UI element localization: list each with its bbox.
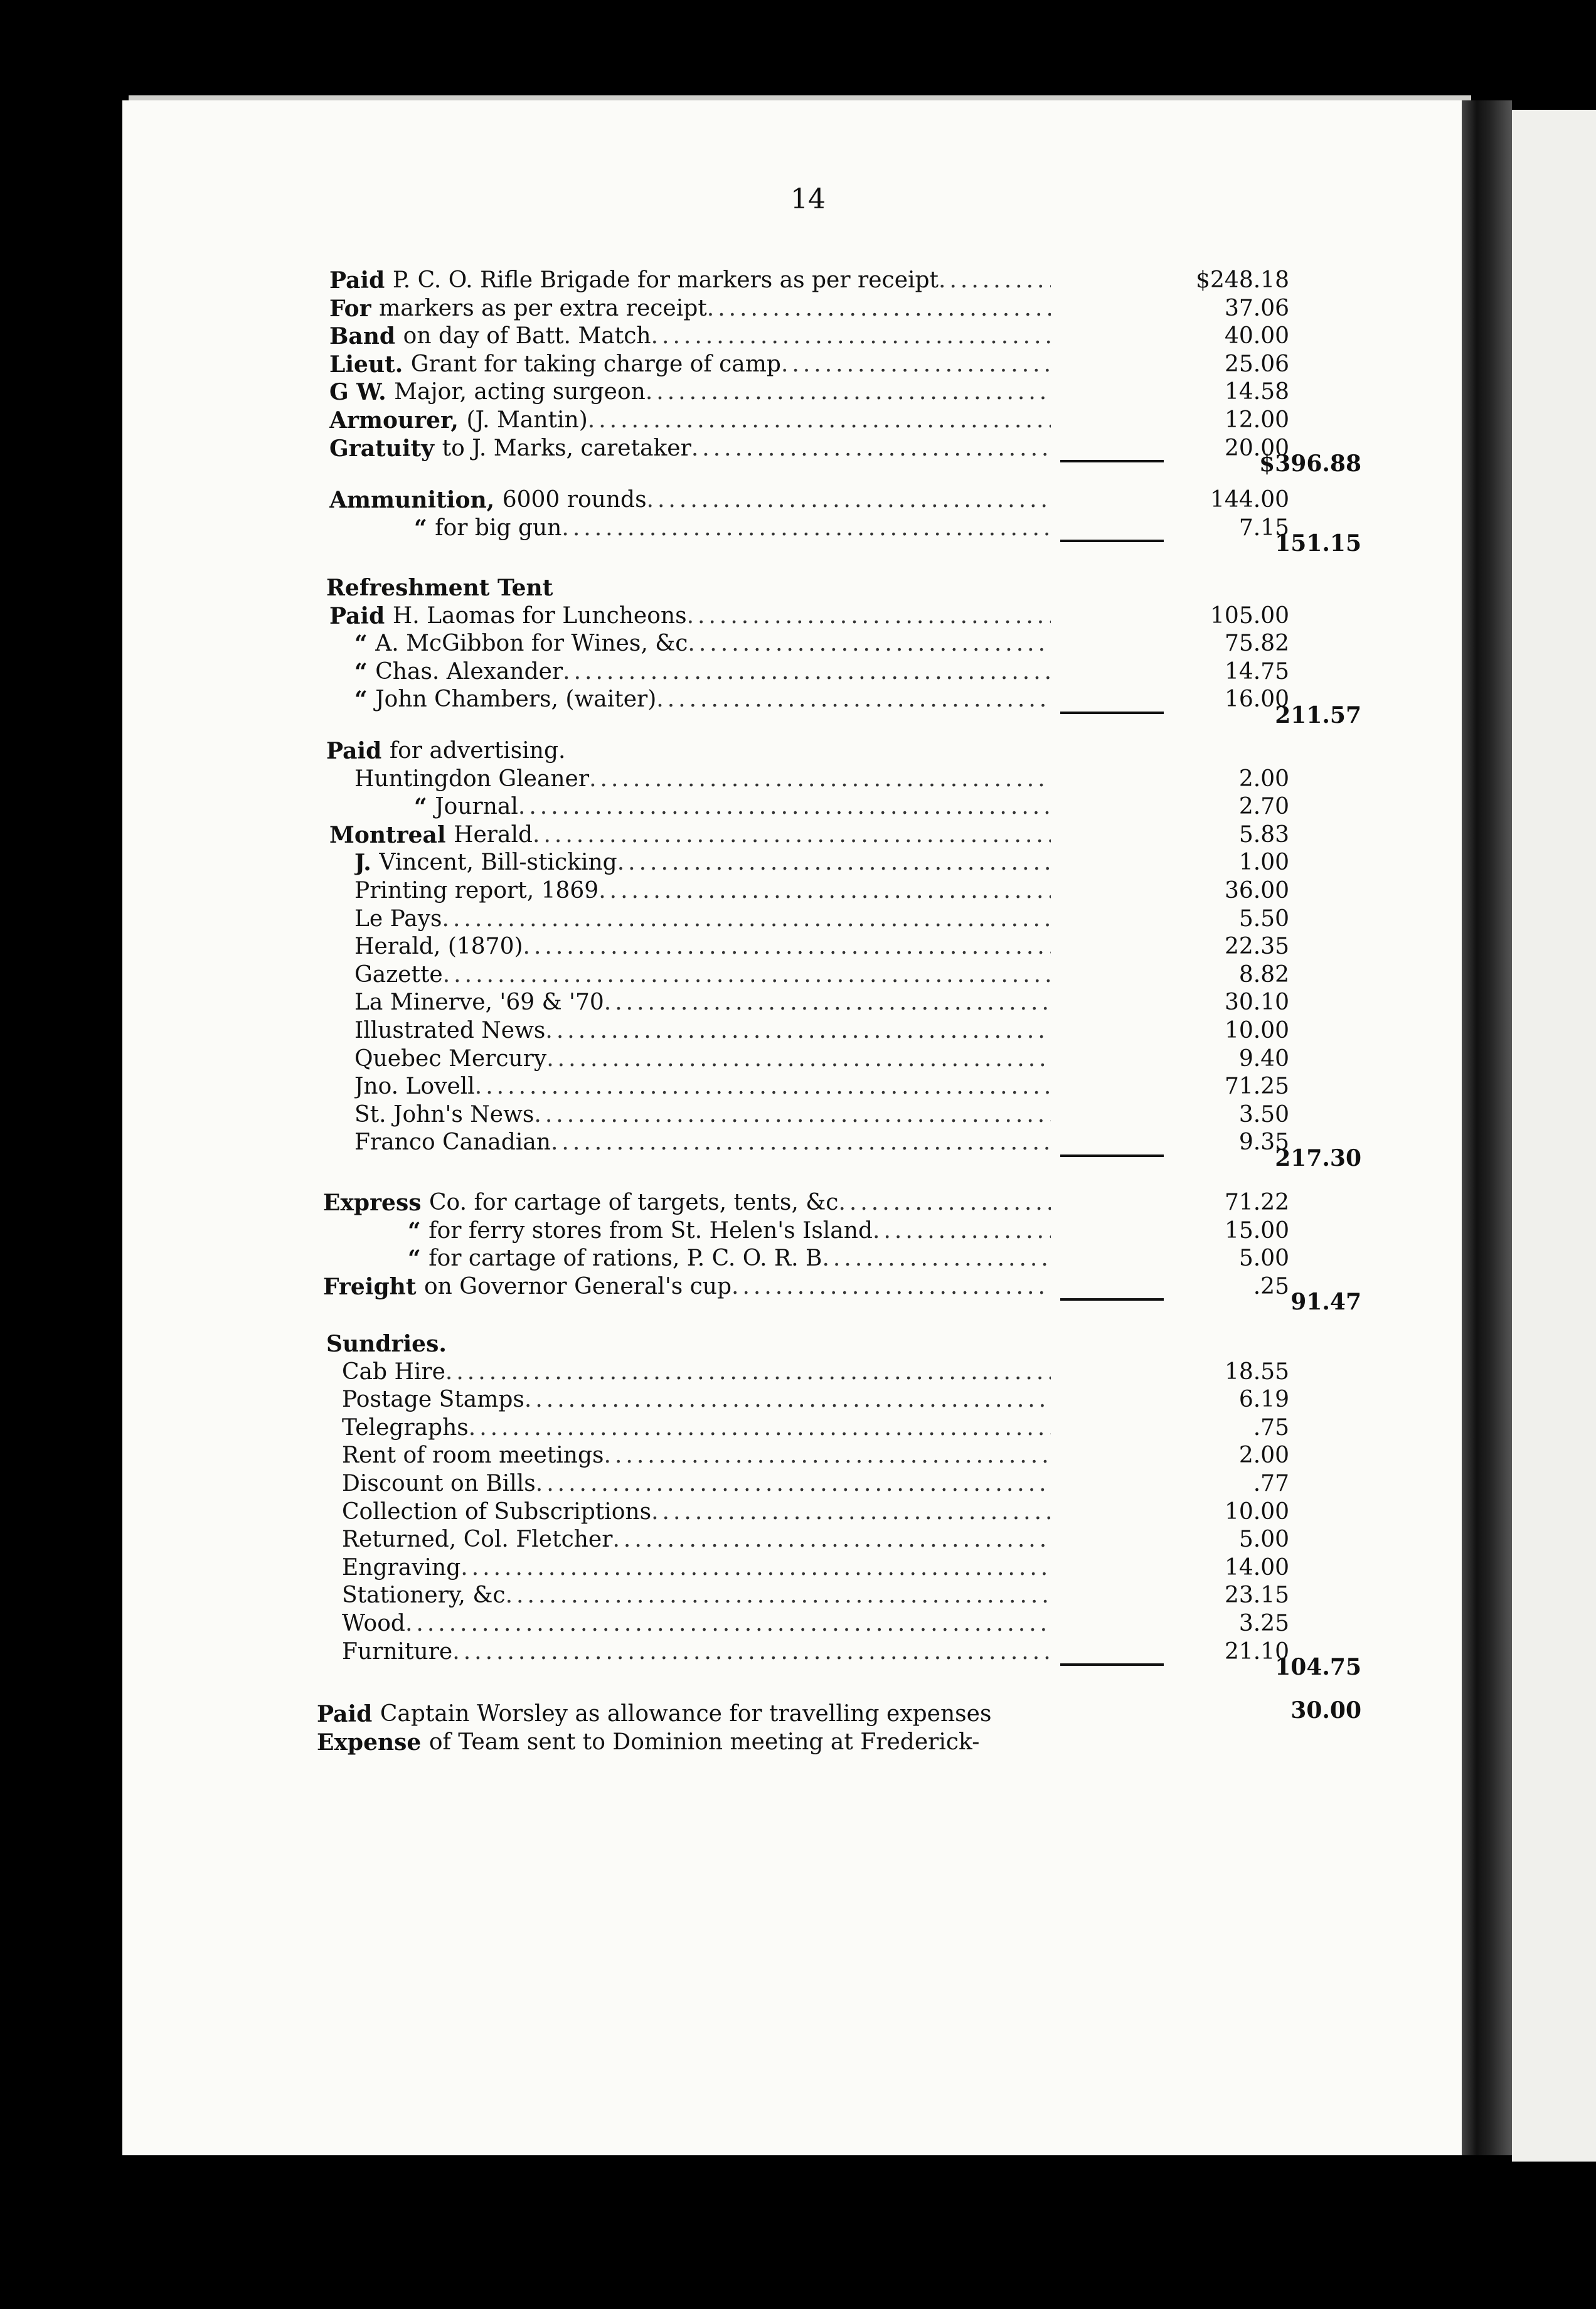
row-label bbox=[342, 1442, 1051, 1469]
row-amount: 37.06 bbox=[1224, 295, 1289, 321]
row-amount: 9.40 bbox=[1238, 1045, 1289, 1072]
row-amount: 14.58 bbox=[1224, 379, 1289, 405]
row-prefix: Express bbox=[323, 1190, 430, 1216]
row-amount: 144.00 bbox=[1210, 487, 1289, 513]
ledger-row bbox=[122, 378, 1468, 406]
row-prefix: Band bbox=[329, 323, 403, 350]
row-amount: 23.15 bbox=[1224, 1582, 1289, 1609]
row-amount: 71.22 bbox=[1224, 1190, 1289, 1215]
section-heading-label bbox=[326, 574, 891, 602]
row-prefix: Ammunition, bbox=[329, 487, 503, 513]
row-text: for cartage of rations, P. C. O. R. B bbox=[428, 1245, 822, 1272]
section-heading bbox=[122, 1330, 1468, 1358]
row-amount: 25.06 bbox=[1224, 351, 1289, 377]
ledger-row bbox=[122, 877, 1468, 905]
ledger-row bbox=[122, 295, 1468, 323]
row-text: Journal bbox=[435, 794, 518, 820]
row-amount: 22.35 bbox=[1224, 934, 1289, 960]
ledger-row bbox=[122, 1017, 1468, 1045]
row-amount: $248.18 bbox=[1196, 267, 1289, 293]
row-text: Returned, Col. Fletcher bbox=[342, 1527, 613, 1553]
ledger-page bbox=[122, 100, 1468, 2155]
dot-leader bbox=[524, 1386, 1051, 1414]
book-binding bbox=[1462, 100, 1512, 2155]
row-text: John Chambers, (waiter) bbox=[375, 686, 657, 713]
ledger-row bbox=[122, 630, 1468, 658]
row-prefix: For bbox=[329, 295, 380, 322]
ledger-row bbox=[122, 351, 1468, 378]
row-text: Jno. Lovell bbox=[354, 1074, 475, 1100]
heading-text: for advertising. bbox=[389, 738, 566, 764]
section-total: $396.88 bbox=[1259, 451, 1361, 477]
ledger-row bbox=[122, 1470, 1468, 1498]
row-text: on Governor General's cup bbox=[423, 1273, 732, 1299]
row-text: Franco Canadian bbox=[354, 1129, 551, 1156]
section-total: 104.75 bbox=[1275, 1654, 1361, 1681]
row-label bbox=[354, 1073, 1051, 1101]
row-text: Co. for cartage of targets, tents, &c bbox=[429, 1190, 839, 1215]
ledger-row bbox=[122, 933, 1468, 961]
row-text: H. Laomas for Luncheons bbox=[392, 602, 687, 629]
row-text: Herald, (1870) bbox=[354, 934, 523, 960]
row-prefix: J. bbox=[354, 850, 380, 877]
ledger-row bbox=[122, 486, 1468, 514]
row-amount: 18.55 bbox=[1224, 1358, 1289, 1385]
section-total-row bbox=[122, 1144, 1468, 1172]
ledger-row bbox=[122, 849, 1468, 877]
dot-leader bbox=[506, 1582, 1051, 1609]
dot-leader bbox=[707, 295, 1051, 323]
row-amount: 6.19 bbox=[1238, 1387, 1289, 1413]
row-amount: 5.50 bbox=[1238, 905, 1289, 932]
row-text: Postage Stamps bbox=[342, 1387, 524, 1413]
row-label bbox=[354, 849, 1051, 877]
dot-leader bbox=[445, 1358, 1051, 1386]
row-label bbox=[329, 378, 1051, 406]
row-label bbox=[329, 295, 1051, 323]
ledger-row bbox=[122, 407, 1468, 434]
row-amount: 7.15 bbox=[1238, 515, 1289, 541]
row-text: A. McGibbon for Wines, &c bbox=[375, 631, 688, 657]
row-label bbox=[329, 602, 1051, 630]
dot-leader bbox=[873, 1217, 1051, 1245]
ledger-row bbox=[122, 1189, 1468, 1217]
dot-leader bbox=[651, 323, 1051, 350]
row-amount: 40.00 bbox=[1224, 323, 1289, 349]
row-amount: 71.25 bbox=[1224, 1074, 1289, 1100]
dot-leader bbox=[588, 407, 1051, 434]
section-total: 151.15 bbox=[1275, 530, 1361, 557]
dot-leader bbox=[469, 1414, 1051, 1442]
row-text: Captain Worsley as allowance for travelling expenses bbox=[380, 1701, 992, 1727]
ledger-row bbox=[122, 989, 1468, 1016]
row-amount: 9.35 bbox=[1238, 1129, 1289, 1156]
row-label bbox=[354, 1045, 1051, 1073]
row-amount: .25 bbox=[1253, 1273, 1289, 1299]
row-label bbox=[342, 1498, 1051, 1526]
dot-leader bbox=[534, 1101, 1051, 1129]
dot-leader bbox=[563, 658, 1051, 686]
row-amount: 21.10 bbox=[1224, 1638, 1289, 1665]
row-text: Le Pays bbox=[354, 905, 442, 932]
ledger-row bbox=[122, 793, 1468, 821]
dot-leader bbox=[646, 378, 1051, 406]
ledger-row bbox=[122, 1729, 1468, 1756]
row-label bbox=[329, 486, 1051, 514]
section-total-row bbox=[122, 701, 1468, 729]
ledger-row bbox=[122, 1101, 1468, 1129]
row-label bbox=[342, 1582, 1051, 1609]
section-heading-label bbox=[326, 737, 891, 765]
row-label bbox=[323, 1189, 1051, 1217]
dot-leader bbox=[475, 1073, 1051, 1101]
dot-leader bbox=[546, 1045, 1051, 1073]
ledger-row bbox=[122, 1610, 1468, 1638]
row-amount: 12.00 bbox=[1224, 407, 1289, 433]
dot-leader bbox=[838, 1189, 1051, 1217]
dot-leader bbox=[617, 849, 1051, 877]
row-text: Herald bbox=[454, 821, 533, 848]
row-prefix: “ bbox=[408, 1217, 429, 1244]
row-label bbox=[354, 765, 1051, 793]
dot-leader bbox=[651, 1498, 1051, 1526]
dot-leader bbox=[604, 989, 1051, 1016]
ledger-row bbox=[122, 1245, 1468, 1272]
row-amount: 10.00 bbox=[1224, 1498, 1289, 1525]
row-text: Cab Hire bbox=[342, 1358, 445, 1385]
row-text: of Team sent to Dominion meeting at Frederick- bbox=[428, 1729, 980, 1755]
row-prefix: Paid bbox=[329, 602, 393, 629]
row-prefix: Expense bbox=[317, 1729, 429, 1756]
row-label bbox=[414, 793, 1051, 821]
dot-leader bbox=[536, 1470, 1051, 1498]
row-label bbox=[354, 1017, 1051, 1045]
row-amount: 3.25 bbox=[1238, 1611, 1289, 1636]
ledger bbox=[122, 100, 1468, 2155]
row-text: Grant for taking charge of camp bbox=[410, 351, 781, 377]
row-label bbox=[408, 1217, 1051, 1245]
ledger-row bbox=[122, 1526, 1468, 1554]
ledger-row bbox=[122, 602, 1468, 630]
row-label bbox=[329, 323, 1051, 350]
ledger-row bbox=[122, 821, 1468, 849]
row-label bbox=[354, 630, 1051, 658]
row-prefix: “ bbox=[354, 658, 376, 685]
row-label bbox=[408, 1245, 1051, 1272]
row-text: Engraving bbox=[342, 1554, 461, 1581]
row-prefix: “ bbox=[408, 1245, 429, 1272]
section-total-row bbox=[122, 1288, 1468, 1316]
row-label bbox=[329, 267, 1051, 294]
row-label bbox=[354, 1101, 1051, 1129]
row-amount: 105.00 bbox=[1210, 602, 1289, 629]
row-label bbox=[354, 961, 1051, 989]
ledger-row bbox=[122, 1414, 1468, 1442]
row-label bbox=[329, 407, 1051, 434]
row-label bbox=[354, 658, 1051, 686]
row-text: St. John's News bbox=[354, 1101, 535, 1128]
ledger-row bbox=[122, 1498, 1468, 1526]
dot-leader bbox=[781, 351, 1051, 378]
row-prefix: Gratuity bbox=[329, 435, 442, 462]
dot-leader bbox=[518, 793, 1051, 821]
row-text: Furniture bbox=[342, 1638, 453, 1665]
dot-leader bbox=[443, 961, 1051, 989]
section-heading bbox=[122, 737, 1468, 765]
row-amount: 16.00 bbox=[1224, 686, 1289, 713]
ledger-row bbox=[122, 267, 1468, 294]
row-label bbox=[329, 821, 1051, 849]
row-text: Discount on Bills bbox=[342, 1471, 536, 1496]
ledger-row bbox=[122, 905, 1468, 933]
row-amount: 15.00 bbox=[1224, 1217, 1289, 1244]
row-text: for big gun bbox=[435, 515, 562, 541]
dot-leader bbox=[442, 905, 1051, 933]
row-prefix: Freight bbox=[323, 1273, 424, 1300]
facing-page-fragment bbox=[1512, 110, 1596, 2162]
dot-leader bbox=[589, 765, 1051, 793]
row-amount: 5.00 bbox=[1238, 1527, 1289, 1553]
row-text: to J. Marks, caretaker bbox=[442, 435, 691, 461]
dot-leader bbox=[523, 933, 1051, 961]
row-label bbox=[342, 1414, 1051, 1442]
row-text: 6000 rounds bbox=[502, 487, 647, 513]
row-text: P. C. O. Rifle Brigade for markers as per receipt bbox=[392, 267, 939, 293]
page-number: 14 bbox=[790, 183, 826, 215]
row-amount: 3.50 bbox=[1238, 1101, 1289, 1128]
row-amount: 10.00 bbox=[1224, 1018, 1289, 1043]
dot-leader bbox=[604, 1442, 1051, 1469]
row-prefix: “ bbox=[414, 515, 435, 541]
row-amount: 14.00 bbox=[1224, 1554, 1289, 1581]
dot-leader bbox=[822, 1245, 1051, 1272]
section-total: 30.00 bbox=[1290, 1697, 1361, 1724]
ledger-row bbox=[122, 1386, 1468, 1414]
row-amount: 2.70 bbox=[1238, 794, 1289, 820]
row-text: on day of Batt. Match bbox=[403, 323, 651, 349]
row-text: for ferry stores from St. Helen's Island bbox=[428, 1217, 873, 1244]
row-prefix: “ bbox=[354, 631, 376, 658]
ledger-row bbox=[122, 961, 1468, 989]
ledger-row bbox=[122, 1073, 1468, 1101]
row-amount: .75 bbox=[1253, 1414, 1289, 1441]
row-text: Quebec Mercury bbox=[354, 1045, 547, 1072]
ledger-row bbox=[122, 1217, 1468, 1245]
row-amount: 8.82 bbox=[1238, 961, 1289, 988]
dot-leader bbox=[405, 1610, 1051, 1638]
ledger-row bbox=[122, 1045, 1468, 1073]
row-label bbox=[354, 877, 1051, 905]
row-text: (J. Mantin) bbox=[466, 407, 588, 433]
row-prefix: Montreal bbox=[329, 821, 454, 848]
dot-leader bbox=[687, 602, 1051, 630]
row-label bbox=[342, 1470, 1051, 1498]
row-amount: 75.82 bbox=[1224, 631, 1289, 657]
row-prefix: Armourer, bbox=[329, 407, 467, 434]
dot-leader bbox=[545, 1017, 1051, 1045]
row-text: Printing report, 1869 bbox=[354, 878, 599, 904]
row-amount: 14.75 bbox=[1224, 658, 1289, 685]
heading-text: Refreshment Tent bbox=[326, 575, 553, 601]
ledger-row bbox=[122, 1582, 1468, 1609]
row-label bbox=[354, 905, 1051, 933]
row-amount: .77 bbox=[1253, 1471, 1289, 1496]
row-label bbox=[342, 1554, 1051, 1582]
row-label bbox=[342, 1358, 1051, 1386]
row-prefix: “ bbox=[414, 794, 435, 821]
row-text: Gazette bbox=[354, 961, 443, 988]
row-text: Telegraphs bbox=[342, 1414, 469, 1441]
row-label bbox=[329, 351, 1051, 378]
row-text: Illustrated News bbox=[354, 1018, 546, 1043]
row-text: Rent of room meetings bbox=[342, 1442, 604, 1469]
heading-text: Sundries. bbox=[326, 1331, 447, 1357]
row-amount: 2.00 bbox=[1238, 765, 1289, 792]
ledger-row bbox=[122, 1554, 1468, 1582]
heading-prefix: Paid bbox=[326, 738, 390, 764]
row-text: Chas. Alexander bbox=[375, 658, 563, 685]
dot-leader bbox=[647, 486, 1051, 514]
row-text: Collection of Subscriptions bbox=[342, 1498, 652, 1525]
ledger-row bbox=[122, 1358, 1468, 1386]
row-prefix: G W. bbox=[329, 379, 395, 406]
row-prefix: Paid bbox=[317, 1701, 380, 1727]
section-heading-label bbox=[326, 1330, 891, 1358]
row-text: Wood bbox=[342, 1611, 405, 1636]
row-amount: 30.10 bbox=[1224, 989, 1289, 1016]
row-amount: 1.00 bbox=[1238, 850, 1289, 876]
dot-leader bbox=[533, 821, 1051, 849]
row-label bbox=[342, 1610, 1051, 1638]
ledger-row bbox=[122, 1442, 1468, 1469]
dot-leader bbox=[460, 1554, 1051, 1582]
dot-leader bbox=[612, 1526, 1051, 1554]
section-total-row bbox=[122, 1653, 1468, 1681]
row-amount: 5.83 bbox=[1238, 821, 1289, 848]
section-heading bbox=[122, 574, 1468, 602]
row-prefix: Lieut. bbox=[329, 351, 411, 378]
ledger-row bbox=[122, 323, 1468, 350]
row-text: La Minerve, '69 & '70 bbox=[354, 989, 604, 1016]
row-text: Stationery, &c bbox=[342, 1582, 506, 1609]
row-label bbox=[354, 989, 1051, 1016]
row-text: Huntingdon Gleaner bbox=[354, 765, 590, 792]
ledger-row bbox=[122, 765, 1468, 793]
section-total: 217.30 bbox=[1275, 1145, 1361, 1171]
row-label bbox=[354, 933, 1051, 961]
section-total-row bbox=[122, 530, 1468, 557]
ledger-row bbox=[122, 658, 1468, 686]
row-label bbox=[317, 1729, 1067, 1756]
row-label bbox=[342, 1386, 1051, 1414]
row-amount: 20.00 bbox=[1224, 435, 1289, 461]
row-label bbox=[342, 1526, 1051, 1554]
section-total-row bbox=[122, 450, 1468, 477]
travel-total-row bbox=[122, 1697, 1468, 1724]
row-text: markers as per extra receipt bbox=[379, 295, 707, 321]
row-amount: 36.00 bbox=[1224, 878, 1289, 904]
dot-leader bbox=[939, 267, 1051, 294]
section-total: 91.47 bbox=[1290, 1289, 1361, 1316]
row-text: Vincent, Bill-sticking bbox=[379, 850, 617, 876]
row-amount: 2.00 bbox=[1238, 1442, 1289, 1469]
row-text: Major, acting surgeon bbox=[394, 379, 646, 405]
row-amount: 5.00 bbox=[1238, 1245, 1289, 1272]
row-prefix: Paid bbox=[329, 267, 393, 294]
dot-leader bbox=[688, 630, 1051, 658]
dot-leader bbox=[598, 877, 1051, 905]
row-prefix: “ bbox=[354, 686, 376, 713]
section-total: 211.57 bbox=[1275, 702, 1361, 728]
